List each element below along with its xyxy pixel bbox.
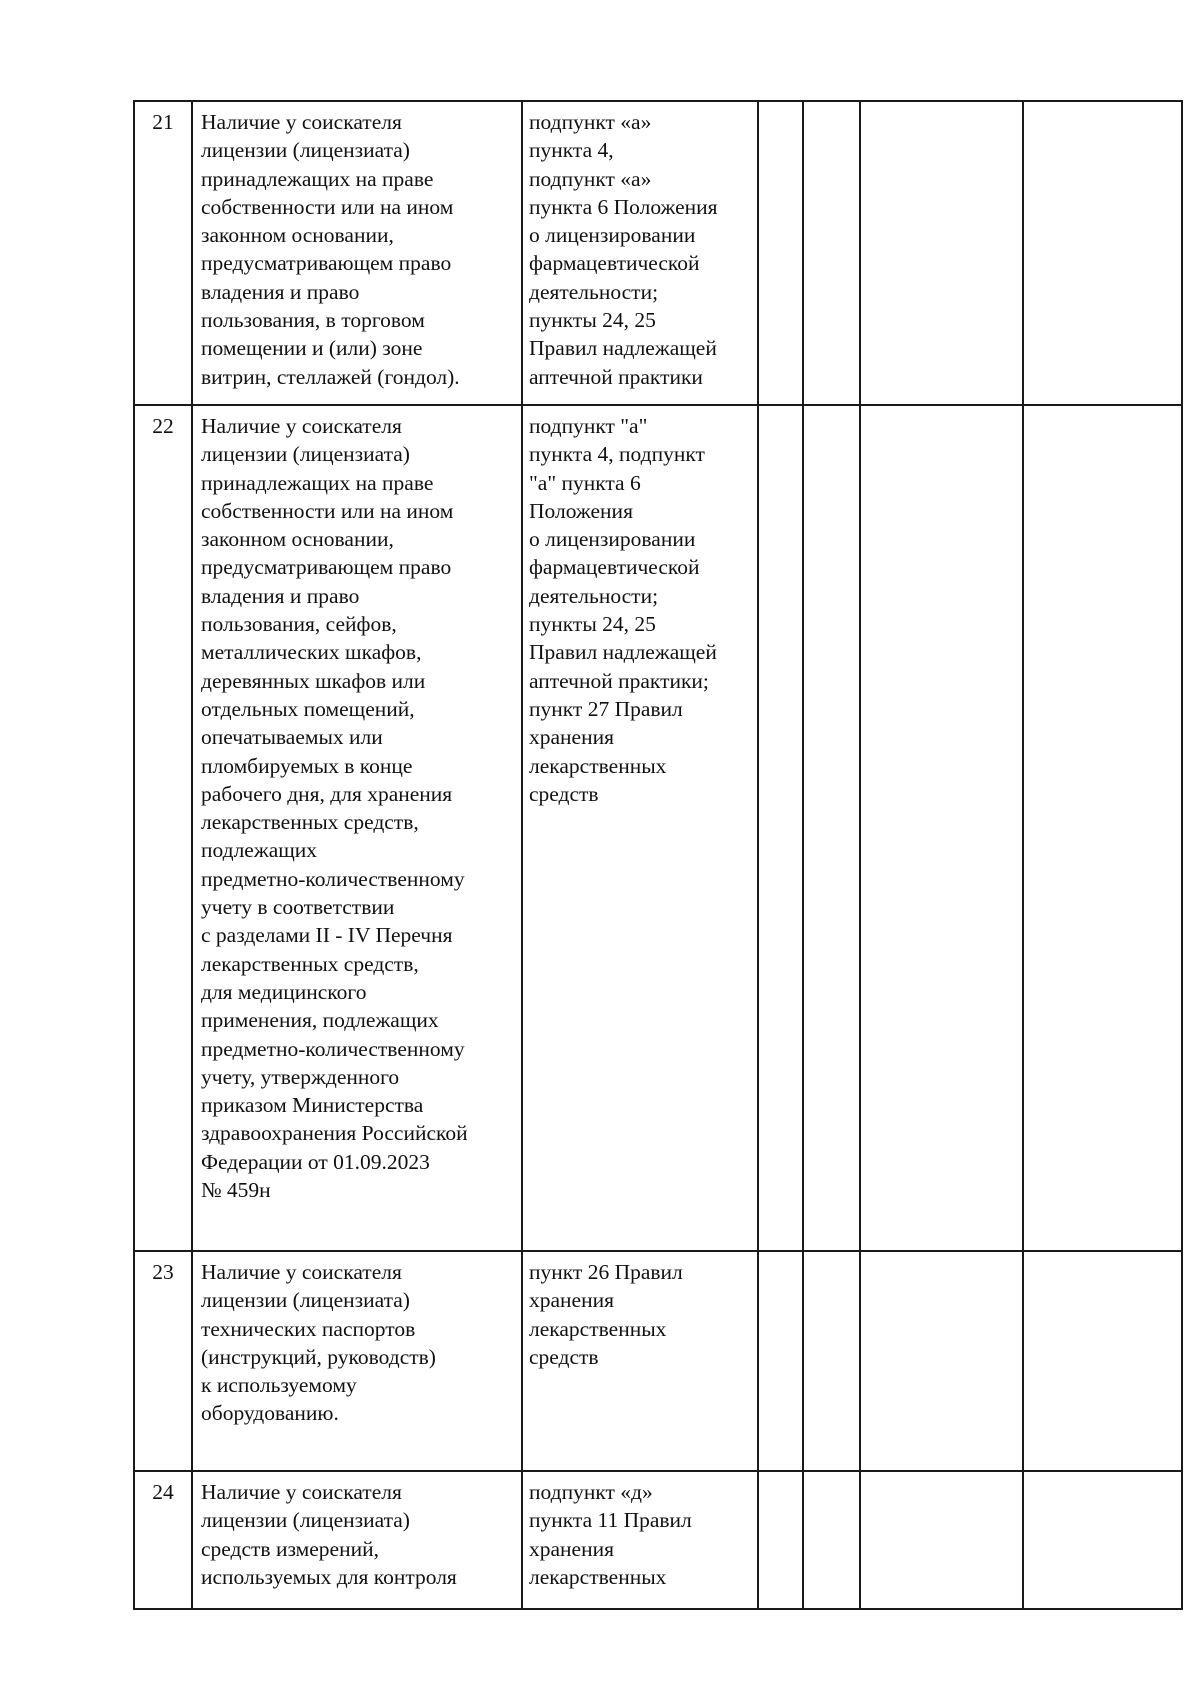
- row-number: 23: [134, 1251, 192, 1471]
- legal-reference: пункт 26 Правил хранения лекарственных средств: [522, 1251, 758, 1471]
- empty-cell: [860, 405, 1023, 1251]
- legal-reference: подпункт «д» пункта 11 Правил хранения лекарственных: [522, 1471, 758, 1609]
- empty-cell: [758, 1471, 803, 1609]
- empty-cell: [1023, 1471, 1182, 1609]
- row-number: 21: [134, 101, 192, 405]
- empty-cell: [803, 1251, 860, 1471]
- empty-cell: [1023, 101, 1182, 405]
- empty-cell: [758, 1251, 803, 1471]
- table-row: [134, 405, 1182, 1251]
- empty-cell: [860, 1471, 1023, 1609]
- requirement-text: Наличие у соискателя лицензии (лицензиата) технических паспортов (инструкций, руководств) к используемому оборудованию.: [192, 1251, 522, 1471]
- empty-cell: [803, 101, 860, 405]
- legal-reference: подпункт "а" пункта 4, подпункт "а" пункта 6 Положения о лицензировании фармацевтической деятельности; пункты 24, 25 Правил надлежащей аптечной практики; пункт 27 Правил хранения лекарственных средств: [522, 405, 758, 1251]
- empty-cell: [1023, 1251, 1182, 1471]
- requirement-text: Наличие у соискателя лицензии (лицензиата) принадлежащих на праве собственности или на ином законном основании, предусматривающем право владения и право пользования, сейфов, металлических шкафов, деревянных шкафов или отдельных помещений, опечатываемых или пломбируемых в конце рабочего дня, для хранения лекарственных средств, подлежащих предметно-количественному учету в соответствии с разделами II - IV Перечня лекарственных средств, для медицинского применения, подлежащих предметно-количественному учету, утвержденного приказом Министерства здравоохранения Российской Федерации от 01.09.2023 № 459н: [192, 405, 522, 1251]
- empty-cell: [758, 405, 803, 1251]
- requirement-text: Наличие у соискателя лицензии (лицензиата) средств измерений, используемых для контроля: [192, 1471, 522, 1609]
- table-row: [134, 101, 1182, 405]
- empty-cell: [860, 1251, 1023, 1471]
- row-number: 24: [134, 1471, 192, 1609]
- table-row: [134, 1471, 1182, 1609]
- requirements-table: [133, 100, 1183, 1610]
- requirement-text: Наличие у соискателя лицензии (лицензиата) принадлежащих на праве собственности или на ином законном основании, предусматривающем право владения и право пользования, в торговом помещении и (или) зоне витрин, стеллажей (гондол).: [192, 101, 522, 405]
- empty-cell: [1023, 405, 1182, 1251]
- legal-reference: подпункт «а» пункта 4, подпункт «а» пункта 6 Положения о лицензировании фармацевтической деятельности; пункты 24, 25 Правил надлежащей аптечной практики: [522, 101, 758, 405]
- empty-cell: [803, 405, 860, 1251]
- empty-cell: [758, 101, 803, 405]
- empty-cell: [803, 1471, 860, 1609]
- empty-cell: [860, 101, 1023, 405]
- row-number: 22: [134, 405, 192, 1251]
- table-row: [134, 1251, 1182, 1471]
